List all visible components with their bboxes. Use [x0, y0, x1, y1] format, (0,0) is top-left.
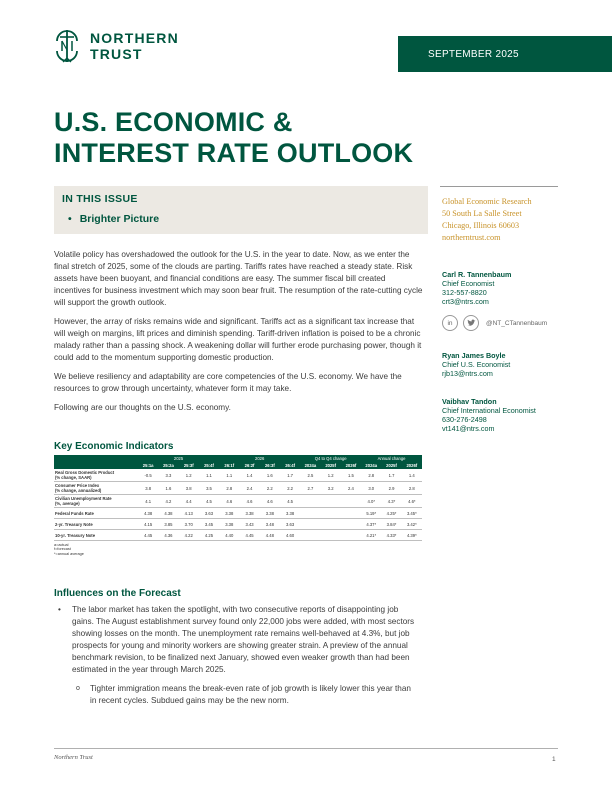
table-subheader-row [54, 462, 422, 469]
table-cell: 4.25* [381, 508, 401, 519]
table-cell: 3.48 [260, 519, 280, 530]
contact-email[interactable]: rjb13@ntrs.com [442, 369, 493, 378]
table-cell: 3.5 [199, 482, 219, 495]
key-indicators-table-wrap [54, 455, 422, 556]
table-cell: 2.5 [300, 469, 320, 482]
contact-phone: 312-557-8820 [442, 288, 487, 297]
contact-title: Chief International Economist [442, 406, 536, 415]
table-cell: 4.36 [158, 530, 178, 541]
research-address [442, 196, 562, 244]
column-header: 25:1a [138, 462, 158, 469]
column-header: 25:3f [179, 462, 199, 469]
org-name: Global Economic Research [442, 197, 532, 206]
group-header: 2026 [219, 455, 300, 462]
table-body [54, 469, 422, 541]
table-cell: 4.6 [239, 495, 259, 508]
intro-paragraph: We believe resiliency and adaptability are core competencies of the U.S. economy. We have the resources to grow through uncertainty, whatever form it may take. [54, 372, 402, 393]
table-cell: 3.38 [219, 519, 239, 530]
table-cell: 1.4 [402, 469, 422, 482]
table-corner-cell [54, 462, 138, 469]
title-line-1: U.S. ECONOMIC & [54, 107, 293, 137]
contact-card [442, 351, 572, 378]
table-cell: 4.5 [280, 495, 300, 508]
table-cell: 4.40 [219, 530, 239, 541]
table-cell: -0.5 [138, 469, 158, 482]
column-header: 2024a [300, 462, 320, 469]
table-cell: 4.5 [199, 495, 219, 508]
table-row [54, 469, 422, 482]
table-cell: 3.45* [402, 508, 422, 519]
table-cell [341, 530, 361, 541]
table-cell: 1.5 [341, 469, 361, 482]
publication-date: SEPTEMBER 2025 [428, 48, 519, 60]
bird-icon [467, 319, 476, 327]
group-header: Annual change [361, 455, 422, 462]
table-cell: 4.37* [361, 519, 381, 530]
key-indicators-table [54, 455, 422, 541]
footnote: *=annual average [54, 551, 84, 556]
row-label: 10-yr. Treasury Note [54, 530, 138, 541]
forecast-sub-bullet: o Tighter immigration means the break-even rate of job growth is likely lower this year than in recent cycles. Subdued gains may be the new norm. [54, 683, 416, 707]
table-cell: 4.2 [158, 495, 178, 508]
table-cell: 4.45 [138, 530, 158, 541]
social-links [442, 315, 547, 331]
table-cell [321, 519, 341, 530]
contact-title: Chief U.S. Economist [442, 360, 511, 369]
issue-heading: IN THIS ISSUE [62, 193, 138, 205]
footer-divider [54, 748, 558, 749]
table-corner-cell [54, 455, 138, 462]
address-line-1: 50 South La Salle Street [442, 209, 522, 218]
table-cell: 1.2 [179, 469, 199, 482]
contact-email[interactable]: crt3@ntrs.com [442, 297, 489, 306]
table-cell: 4.3* [381, 495, 401, 508]
table-cell: 3.38 [280, 508, 300, 519]
table-cell: 2.8 [361, 469, 381, 482]
table-cell: 2.4 [341, 482, 361, 495]
table-cell: 2.4 [239, 482, 259, 495]
contact-card [442, 270, 572, 306]
sidebar-divider [440, 186, 558, 187]
indicators-heading: Key Economic Indicators [54, 441, 174, 452]
contact-name: Ryan James Boyle [442, 351, 506, 360]
table-cell: 4.39* [402, 530, 422, 541]
row-label: Real Gross Domestic Product (% change, SAAR) [54, 469, 138, 482]
table-cell [300, 495, 320, 508]
table-cell: 3.43 [239, 519, 259, 530]
contact-email[interactable]: vt141@ntrs.com [442, 424, 495, 433]
table-row [54, 495, 422, 508]
logo-wordmark [90, 30, 179, 62]
northern-trust-logo [54, 28, 179, 64]
column-header: 2026f [402, 462, 422, 469]
table-cell: 4.0* [361, 495, 381, 508]
row-label: Civilian Unemployment Rate (%, average) [54, 495, 138, 508]
intro-paragraph: Following are our thoughts on the U.S. economy. [54, 403, 231, 412]
linkedin-icon[interactable]: in [442, 315, 458, 331]
table-cell [341, 495, 361, 508]
table-cell [300, 519, 320, 530]
table-cell: 4.1 [138, 495, 158, 508]
table-cell [321, 495, 341, 508]
table-cell: 3.38 [260, 508, 280, 519]
table-cell [321, 530, 341, 541]
table-cell [300, 508, 320, 519]
table-cell: 4.15 [138, 519, 158, 530]
table-cell: 4.38 [138, 508, 158, 519]
page-title [54, 107, 474, 169]
table-cell: 4.45 [239, 530, 259, 541]
table-cell [341, 508, 361, 519]
table-cell: 3.38 [239, 508, 259, 519]
table-cell: 4.6 [260, 495, 280, 508]
table-cell: 1.6 [260, 469, 280, 482]
table-row [54, 482, 422, 495]
table-cell: 1.7 [280, 469, 300, 482]
table-cell: 3.45 [199, 519, 219, 530]
row-label: 2-yr. Treasury Note [54, 519, 138, 530]
column-header: 26:3f [260, 462, 280, 469]
contact-title: Chief Economist [442, 279, 495, 288]
group-header: 2025 [138, 455, 219, 462]
intro-text [54, 249, 424, 421]
table-cell: 3.63 [280, 519, 300, 530]
contact-card [442, 397, 572, 433]
logo-line-1: NORTHERN [90, 30, 179, 46]
table-cell: 4.13 [179, 508, 199, 519]
issue-item-link[interactable]: • Brighter Picture [62, 213, 420, 225]
table-footnotes [54, 543, 422, 556]
table-cell: 1.7 [381, 469, 401, 482]
row-label: Consumer Price Index (% change, annualized) [54, 482, 138, 495]
date-banner [398, 36, 612, 72]
table-cell: 4.25 [199, 530, 219, 541]
title-line-2: INTEREST RATE OUTLOOK [54, 138, 414, 168]
table-cell: 3.0 [361, 482, 381, 495]
intro-paragraph: However, the array of risks remains wide and significant. Tariffs act as a significant tax increase that will weigh on margins, lift prices and diminish spending. Tariff-driven inflation is poised to be a chronic malady rather than a passing shock. A weakening dollar will further erode purchasing power, though it could add to the momentum supporting domestic production. [54, 317, 422, 362]
table-cell: 2.2 [280, 482, 300, 495]
table-cell: 3.8 [179, 482, 199, 495]
forecast-bullet: • The labor market has taken the spotlight, with two consecutive reports of disappointing job gains. The August establishment survey found only 22,000 jobs were added, with most sectors showing losses on the month. The unemployment rate remains well-behaved at 4.3%, but job prospects for young and minority workers are showing greater strain. A preview of the annual benchmark revision, to be finalized next January, showed even weaker growth than had been estimated in the year through March 2025. [54, 604, 416, 676]
column-header: 26:4f [280, 462, 300, 469]
table-cell: 5.19* [361, 508, 381, 519]
group-header: Q4 to Q4 change [300, 455, 361, 462]
contact-name: Carl R. Tannenbaum [442, 270, 512, 279]
table-cell: 3.70 [179, 519, 199, 530]
table-cell: 3.38 [219, 508, 239, 519]
table-cell: 2.8 [402, 482, 422, 495]
table-cell: 4.48 [260, 530, 280, 541]
forecast-bullets [54, 604, 416, 707]
column-header: 2026f [341, 462, 361, 469]
table-cell: 4.33* [381, 530, 401, 541]
footnote: f=forecast [54, 547, 71, 552]
table-cell: 3.85 [158, 519, 178, 530]
table-cell: 1.1 [219, 469, 239, 482]
table-row [54, 519, 422, 530]
table-cell: 3.84* [381, 519, 401, 530]
table-cell: 4.38 [158, 508, 178, 519]
table-cell: 1.4 [239, 469, 259, 482]
in-this-issue-box [54, 186, 428, 234]
page-number: 1 [552, 756, 556, 763]
table-cell: 3.2 [321, 482, 341, 495]
table-cell: 4.4 [179, 495, 199, 508]
column-header: 2024a [361, 462, 381, 469]
table-cell: 1.6 [158, 482, 178, 495]
table-cell: 2.9 [381, 482, 401, 495]
table-cell: 3.3 [158, 469, 178, 482]
table-cell: 2.2 [260, 482, 280, 495]
contact-name: Vaibhav Tandon [442, 397, 497, 406]
nt-monogram-icon [54, 28, 80, 64]
table-cell: 4.6 [219, 495, 239, 508]
table-cell: 4.22 [179, 530, 199, 541]
website-link[interactable]: northerntrust.com [442, 233, 501, 242]
table-row [54, 508, 422, 519]
table-cell: 3.42* [402, 519, 422, 530]
column-header: 25:2a [158, 462, 178, 469]
address-line-2: Chicago, Illinois 60603 [442, 221, 520, 230]
table-cell [321, 508, 341, 519]
table-cell: 4.21* [361, 530, 381, 541]
table-cell: 1.2 [321, 469, 341, 482]
column-header: 26:1f [219, 462, 239, 469]
twitter-icon[interactable] [463, 315, 479, 331]
table-group-header-row [54, 455, 422, 462]
table-cell: 4.6* [402, 495, 422, 508]
table-cell: 3.8 [138, 482, 158, 495]
table-cell [341, 519, 361, 530]
column-header: 2025f [321, 462, 341, 469]
table-cell: 4.60 [280, 530, 300, 541]
footer-brand: Northern Trust [54, 754, 93, 761]
column-header: 25:4f [199, 462, 219, 469]
logo-line-2: TRUST [90, 46, 143, 62]
table-cell [300, 530, 320, 541]
table-cell: 1.1 [199, 469, 219, 482]
table-cell: 3.63 [199, 508, 219, 519]
table-cell: 2.8 [219, 482, 239, 495]
social-handle[interactable]: @NT_CTannenbaum [486, 319, 548, 327]
column-header: 2025f [381, 462, 401, 469]
footnote: a=actual [54, 543, 69, 547]
table-row [54, 530, 422, 541]
table-cell: 2.7 [300, 482, 320, 495]
row-label: Federal Funds Rate [54, 508, 138, 519]
contact-phone: 630-276-2498 [442, 415, 487, 424]
column-header: 26:2f [239, 462, 259, 469]
intro-paragraph: Volatile policy has overshadowed the outlook for the U.S. in the year to date. Now, as we enter the final stretch of 2025, some of the clouds are parting. Tariffs rates have reached a steady state. Risk assets have been buoyant, and financial conditions are easy. The summer fiscal bill created incentives for business investment which may soon bear fruit. The resumption of the rate-cutting cycle will support the growth outlook. [54, 250, 423, 307]
forecast-heading: Influences on the Forecast [54, 588, 181, 599]
